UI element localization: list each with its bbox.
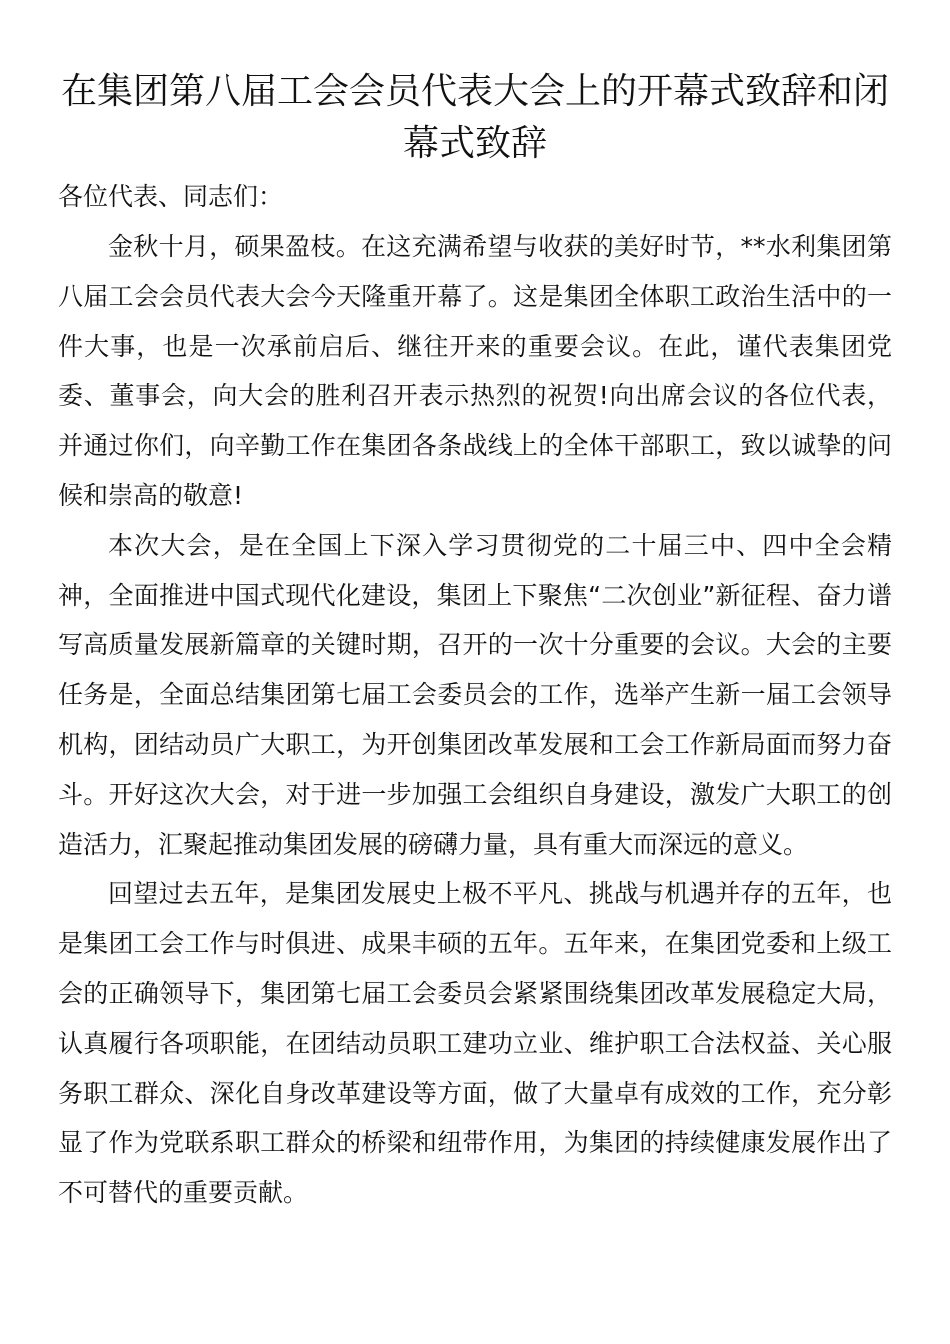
paragraph-1: 金秋十月，硕果盈枝。在这充满希望与收获的美好时节，**水利集团第八届工会会员代表大会今天隆重开幕了。这是集团全体职工政治生活中的一件大事，也是一次承前启后、继往开来的重要会议。在此，谨代表集团党委、董事会，向大会的胜利召开表示热烈的祝贺!向出席会议的各位代表，并通过你们，向辛勤工作在集团各条战线上的全体干部职工，致以诚挚的问候和崇高的敬意!: [58, 232, 892, 510]
document-title: 在集团第八届工会会员代表大会上的开幕式致辞和闭幕式致辞: [60, 71, 889, 164]
document-page: [58, 66, 892, 1218]
paragraph-2: 本次大会，是在全国上下深入学习贯彻党的二十届三中、四中全会精神，全面推进中国式现代化建设，集团上下聚焦“二次创业”新征程、奋力谱写高质量发展新篇章的关键时期，召开的一次十分重要的会议。大会的主要任务是，全面总结集团第七届工会委员会的工作，选举产生新一届工会领导机构，团结动员广大职工，为开创集团改革发展和工会工作新局面而努力奋斗。开好这次大会，对于进一步加强工会组织自身建设，激发广大职工的创造活力，汇聚起推动集团发展的磅礴力量，具有重大而深远的意义。: [58, 530, 892, 859]
salutation: 各位代表、同志们：: [58, 182, 284, 211]
paragraph-3: 回望过去五年，是集团发展史上极不平凡、挑战与机遇并存的五年，也是集团工会工作与时俱进、成果丰硕的五年。五年来，在集团党委和上级工会的正确领导下，集团第七届工会委员会紧紧围绕集团改革发展稳定大局，认真履行各项职能，在团结动员职工建功立业、维护职工合法权益、关心服务职工群众、深化自身改革建设等方面，做了大量卓有成效的工作，充分彰显了作为党联系职工群众的桥梁和纽带作用，为集团的持续健康发展作出了不可替代的重要贡献。: [58, 879, 892, 1208]
